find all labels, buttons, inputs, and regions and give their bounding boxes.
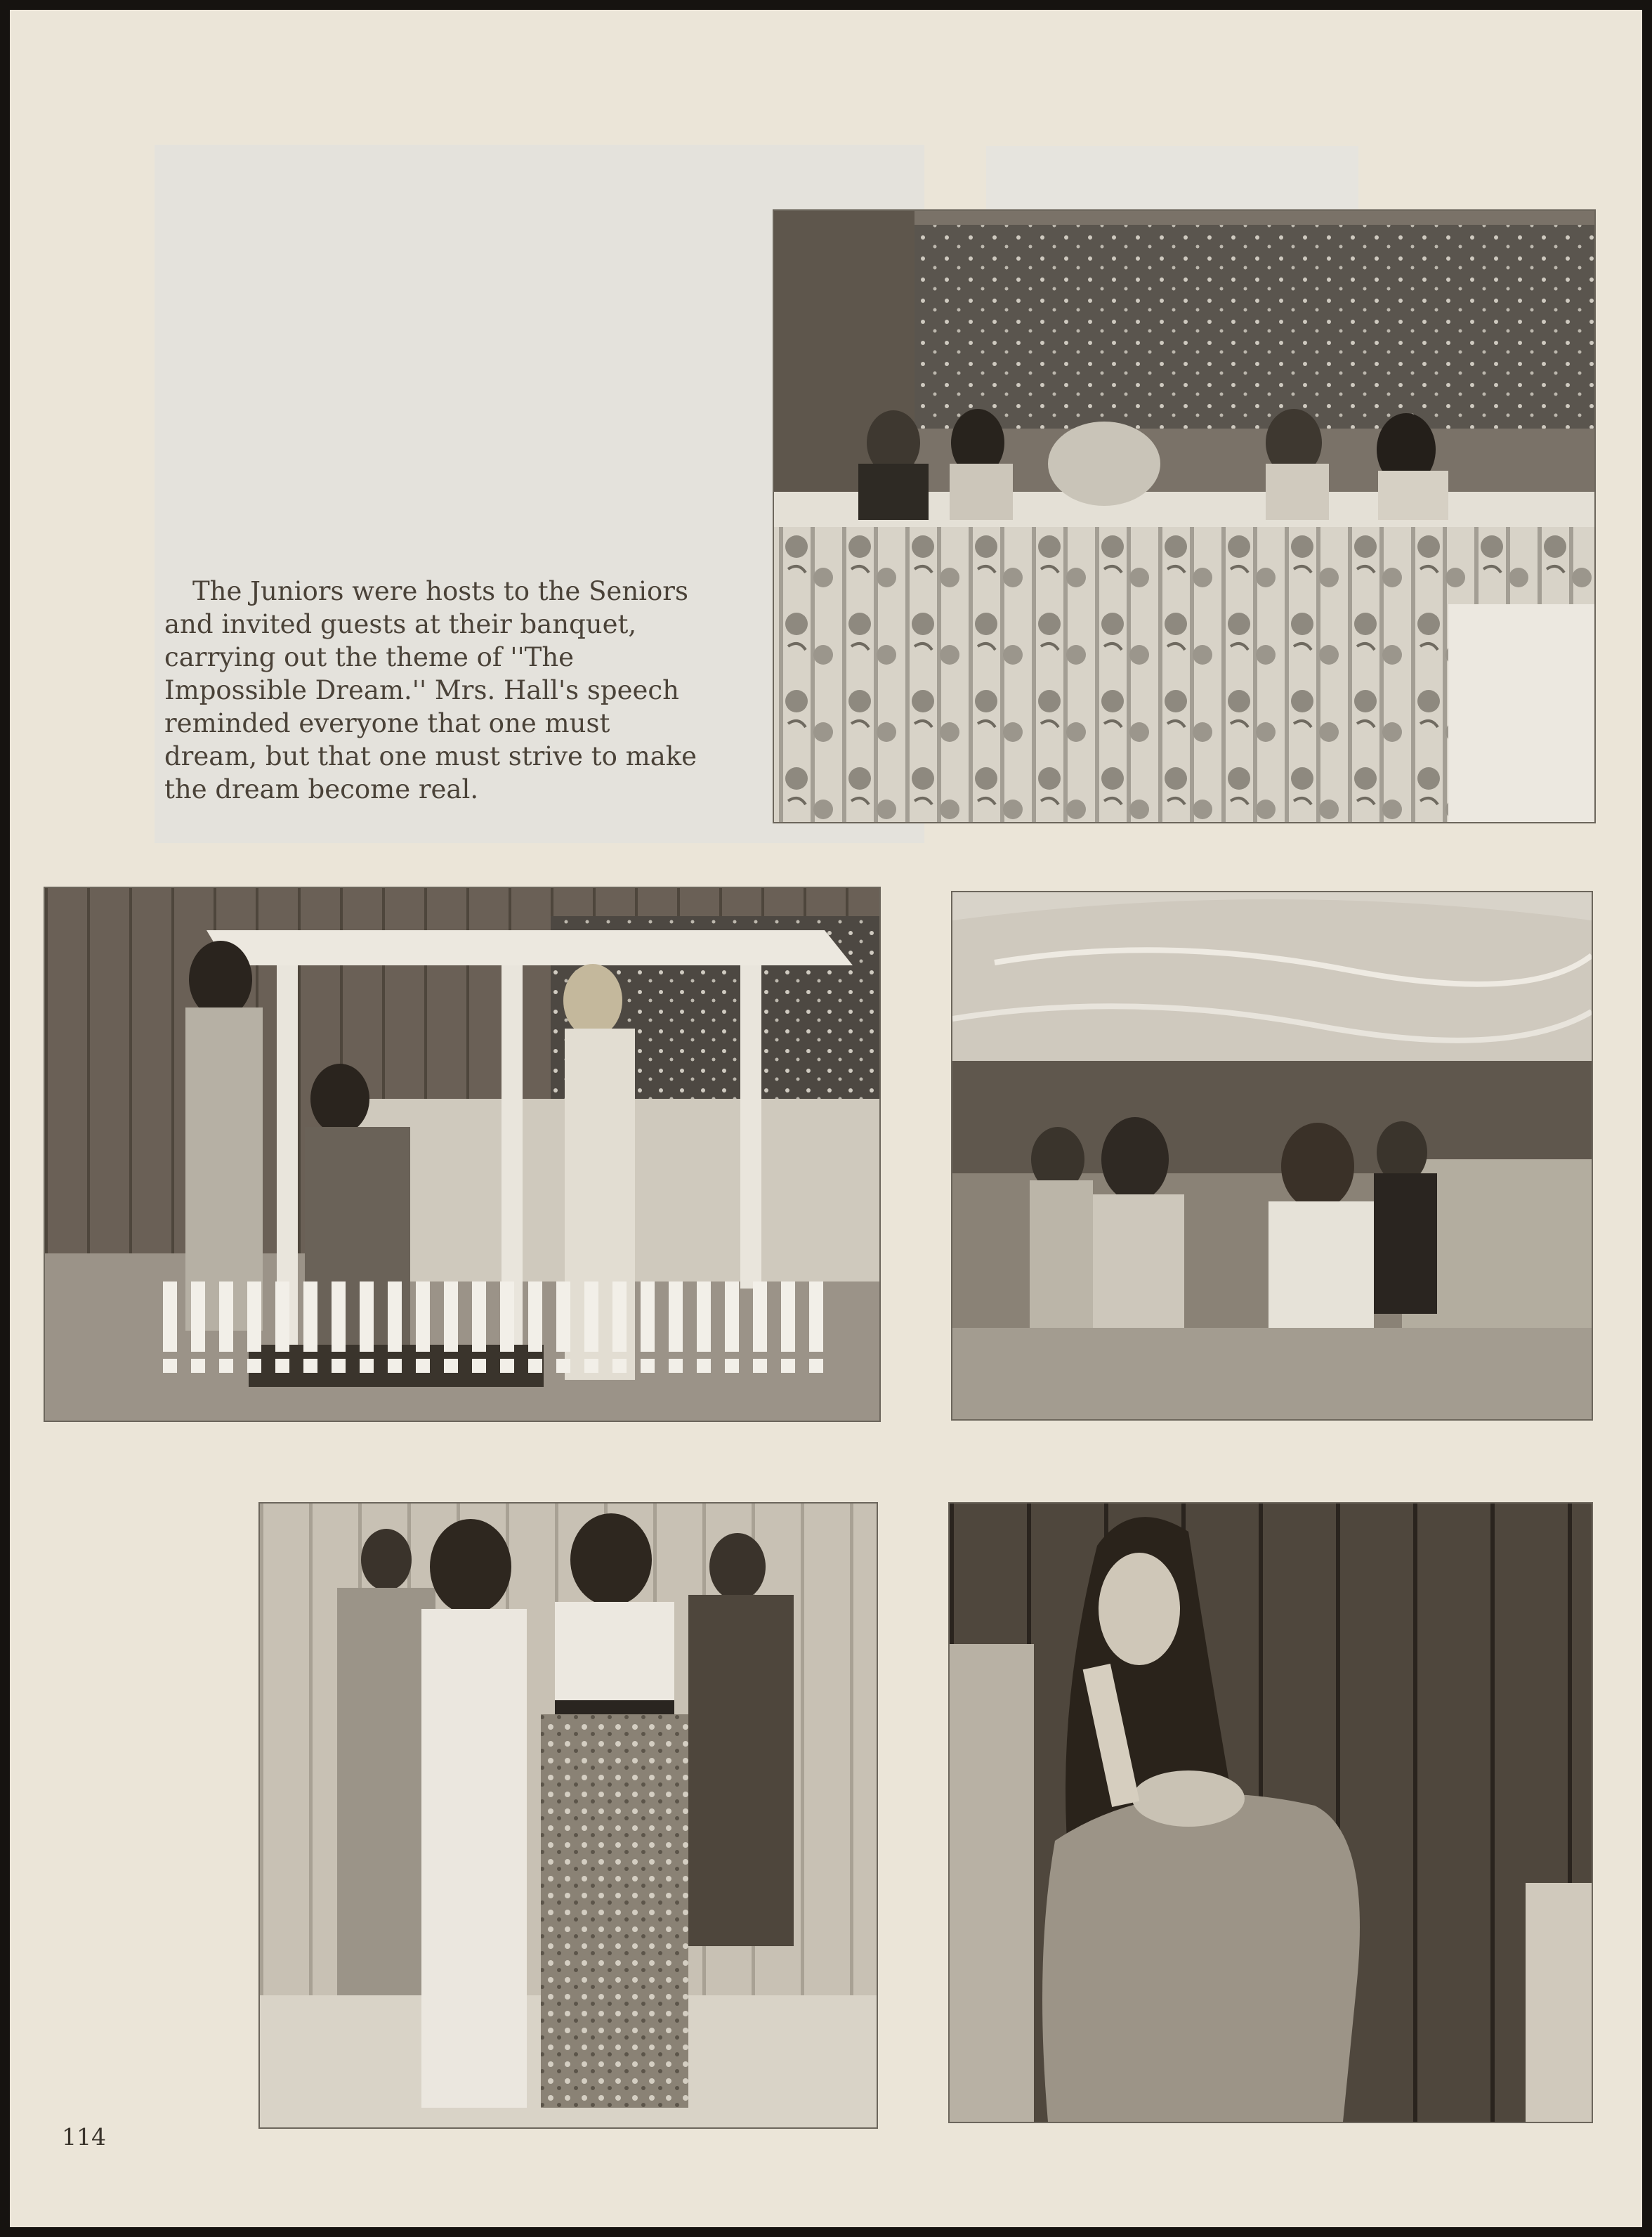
photo-head-table: [773, 209, 1596, 823]
yearbook-page: [10, 10, 1642, 2227]
photo-girl-portrait: [948, 1502, 1593, 2123]
photo-two-girls: [258, 1502, 878, 2129]
photo-gazebo: [44, 887, 881, 1422]
banquet-caption: The Juniors were hosts to the Seniors and invited guests at their banquet, carrying out the theme of ''The Impossible Dream.'' Mrs. Hall's speech reminded everyone that one must dream, but that one must strive to make the dream become real.: [164, 576, 697, 804]
page-number: 114: [62, 2123, 106, 2151]
photo-guests-streamers: [951, 891, 1593, 1421]
